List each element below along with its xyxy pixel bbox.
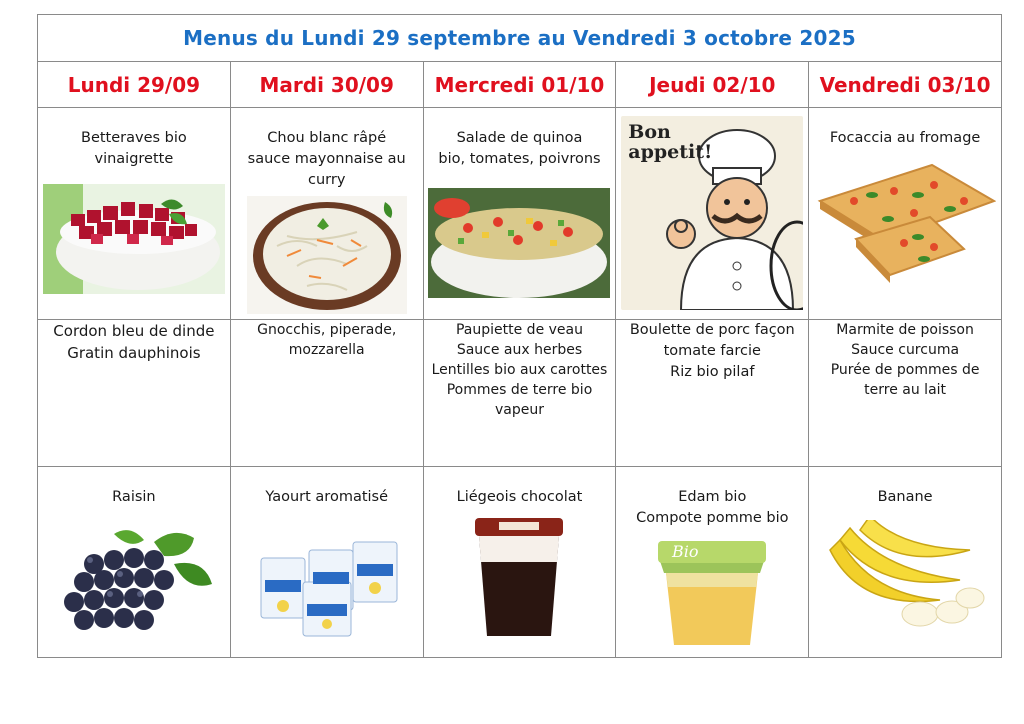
beetroot-salad-icon [43,184,225,294]
main-dish [38,320,230,364]
dish-line: Gratin dauphinois [67,344,201,362]
starter-dish [809,108,1001,149]
main-cell-mercredi [423,320,616,467]
dessert-cell-mardi [230,467,423,658]
day-header: Lundi 29/09 [38,62,231,108]
dish-line: Marmite de poisson [836,322,974,338]
dish-line: Cordon bleu de dinde [53,322,215,340]
dessert-cell-lundi [38,467,231,658]
dessert-dish [424,467,616,508]
dish-line: Paupiette de veau [455,322,583,338]
dessert-dish [231,467,423,508]
compote-icon [652,537,772,649]
dish-line: Boulette de porc façon [629,322,795,338]
dish-line: terre au lait [864,382,947,398]
starter-cell-mercredi [423,108,616,320]
grapes-icon [54,524,214,634]
days-header-row [38,62,1002,108]
main-dish [231,320,423,360]
dish-line: Focaccia au fromage [829,130,981,146]
liegeois-icon [469,516,569,640]
mains-row [38,320,1002,467]
focaccia-icon [814,163,996,291]
weekly-menu-table [37,14,1002,658]
svg-text:Bio: Bio [672,542,699,561]
dish-line: sauce mayonnaise au [247,151,406,167]
dish-line: Edam bio [678,489,747,505]
dish-line: vapeur [494,402,544,418]
coleslaw-icon [247,196,407,314]
menu-title: Menus du Lundi 29 septembre au Vendredi 3 octobre 2025 [38,15,1002,62]
dish-line: Lentilles bio aux carottes [431,362,608,378]
dish-line: mozzarella [288,342,365,358]
main-cell-vendredi [809,320,1002,467]
dessert-dish [38,467,230,508]
dish-line: Pommes de terre bio [446,382,593,398]
starter-dish [38,108,230,170]
main-cell-jeudi [616,320,809,467]
day-header: Jeudi 02/10 [616,62,809,108]
dessert-cell-vendredi [809,467,1002,658]
starter-dish [231,108,423,191]
dish-line: Liégeois chocolat [456,489,583,505]
bon-appetit-text [628,122,712,162]
dish-line: Chou blanc râpé [267,130,387,146]
starter-dish [424,108,616,170]
day-header: Vendredi 03/10 [809,62,1002,108]
starter-cell-vendredi [809,108,1002,320]
dish-line: Riz bio pilaf [670,364,755,380]
dish-line: Banane [877,489,933,505]
main-dish [424,320,616,420]
starter-cell-lundi [38,108,231,320]
yogurt-icon [247,520,407,638]
dish-line: Sauce aux herbes [456,342,583,358]
dessert-cell-jeudi [616,467,809,658]
image-text-line: Bon [628,121,671,143]
dish-line: Raisin [112,489,156,505]
desserts-row [38,467,1002,658]
dish-line: bio, tomates, poivrons [438,151,601,167]
dessert-cell-mercredi [423,467,616,658]
starter-cell-jeudi [616,108,809,320]
starter-cell-mardi [230,108,423,320]
chef-bon-appetit-icon [621,116,803,310]
dish-line: Yaourt aromatisé [265,489,389,505]
dish-line: Sauce curcuma [851,342,960,358]
dish-line: tomate farcie [663,343,761,359]
banana-icon [820,520,990,630]
main-dish [616,320,808,383]
main-dish [809,320,1001,400]
dish-line: Compote pomme bio [636,510,789,526]
dessert-dish [809,467,1001,508]
quinoa-salad-icon [428,188,610,298]
dish-line: Betteraves bio [81,130,187,146]
image-text-line: appetit! [628,141,713,163]
dish-line: Gnocchis, piperade, [257,322,397,338]
day-header: Mercredi 01/10 [423,62,616,108]
dessert-dish [616,467,808,529]
main-cell-mardi [230,320,423,467]
starters-row [38,108,1002,320]
dish-line: vinaigrette [94,151,174,167]
menu-sheet [37,14,1002,656]
main-cell-lundi [38,320,231,467]
dish-line: Salade de quinoa [456,130,583,146]
dish-line: Purée de pommes de [830,362,980,378]
day-header: Mardi 30/09 [230,62,423,108]
dish-line: curry [307,172,346,188]
